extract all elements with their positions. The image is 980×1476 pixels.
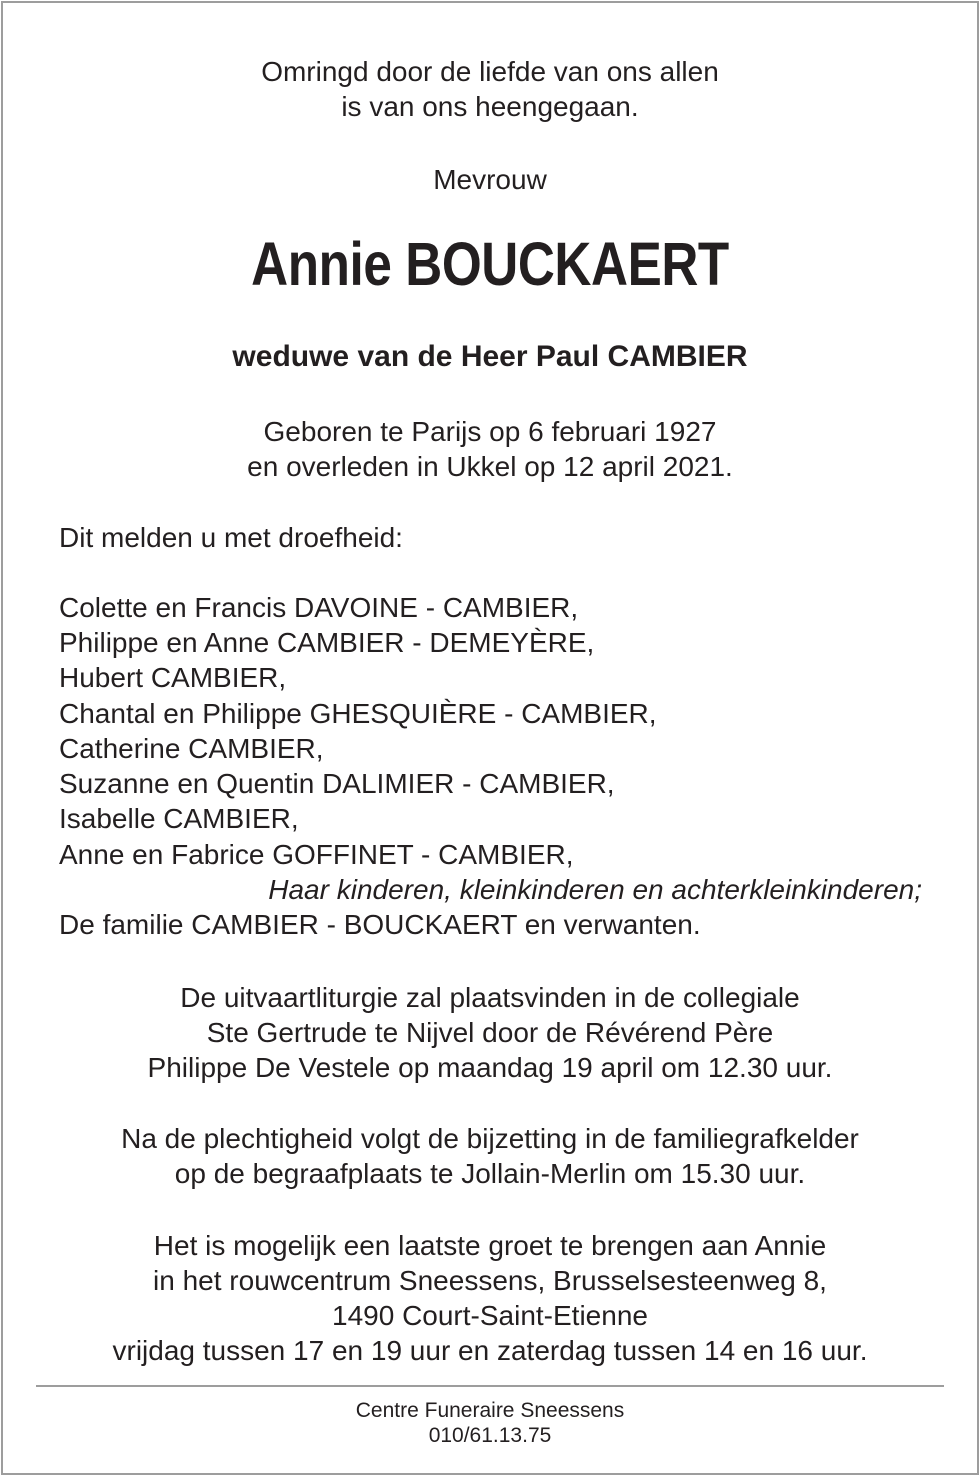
widow-of: weduwe van de Heer Paul CAMBIER (232, 340, 748, 373)
family-member: Colette en Francis DAVOINE - CAMBIER, (59, 592, 579, 623)
footer-divider (36, 1385, 944, 1387)
intro-line-1: Omringd door de liefde van ons allen (261, 56, 719, 87)
farewell-line-2: in het rouwcentrum Sneessens, Brusselsesteenweg 8, (153, 1265, 827, 1296)
farewell-line-4: vrijdag tussen 17 en 19 uur en zaterdag tussen 14 en 16 uur. (112, 1335, 868, 1366)
family-member: Chantal en Philippe GHESQUIÈRE - CAMBIER, (59, 698, 657, 729)
footer-company: Centre Funeraire Sneessens (355, 1399, 625, 1422)
burial-line-1: Na de plechtigheid volgt de bijzetting in de familiegrafkelder (121, 1123, 859, 1154)
intro-line-2: is van ons heengegaan. (341, 91, 639, 122)
funeral-line-3: Philippe De Vestele op maandag 19 april om 12.30 uur. (147, 1052, 833, 1083)
family-note: Haar kinderen, kleinkinderen en achterkleinkinderen; (268, 874, 922, 905)
burial-line-2: op de begraafplaats te Jollain-Merlin om 15.30 uur. (174, 1158, 806, 1189)
family-member: Anne en Fabrice GOFFINET - CAMBIER, (59, 839, 574, 870)
family-extra: De familie CAMBIER - BOUCKAERT en verwanten. (59, 909, 701, 940)
deceased-name: Annie BOUCKAERT (251, 230, 729, 298)
farewell-line-1: Het is mogelijk een laatste groet te brengen aan Annie (153, 1230, 827, 1261)
birth-line-1: Geboren te Parijs op 6 februari 1927 (263, 416, 717, 447)
family-member: Catherine CAMBIER, (59, 733, 324, 764)
footer-phone: 010/61.13.75 (428, 1424, 552, 1447)
family-member: Isabelle CAMBIER, (59, 803, 299, 834)
family-member: Philippe en Anne CAMBIER - DEMEYÈRE, (59, 627, 595, 658)
farewell-line-3: 1490 Court-Saint-Etienne (332, 1300, 648, 1331)
funeral-line-2: Ste Gertrude te Nijvel door de Révérend Père (206, 1017, 774, 1048)
funeral-line-1: De uitvaartliturgie zal plaatsvinden in de collegiale (180, 982, 800, 1013)
title-prefix: Mevrouw (433, 164, 547, 195)
announcement: Dit melden u met droefheid: (59, 522, 403, 553)
birth-line-2: en overleden in Ukkel op 12 april 2021. (247, 451, 733, 482)
family-member: Suzanne en Quentin DALIMIER - CAMBIER, (59, 768, 615, 799)
family-member: Hubert CAMBIER, (59, 662, 287, 693)
